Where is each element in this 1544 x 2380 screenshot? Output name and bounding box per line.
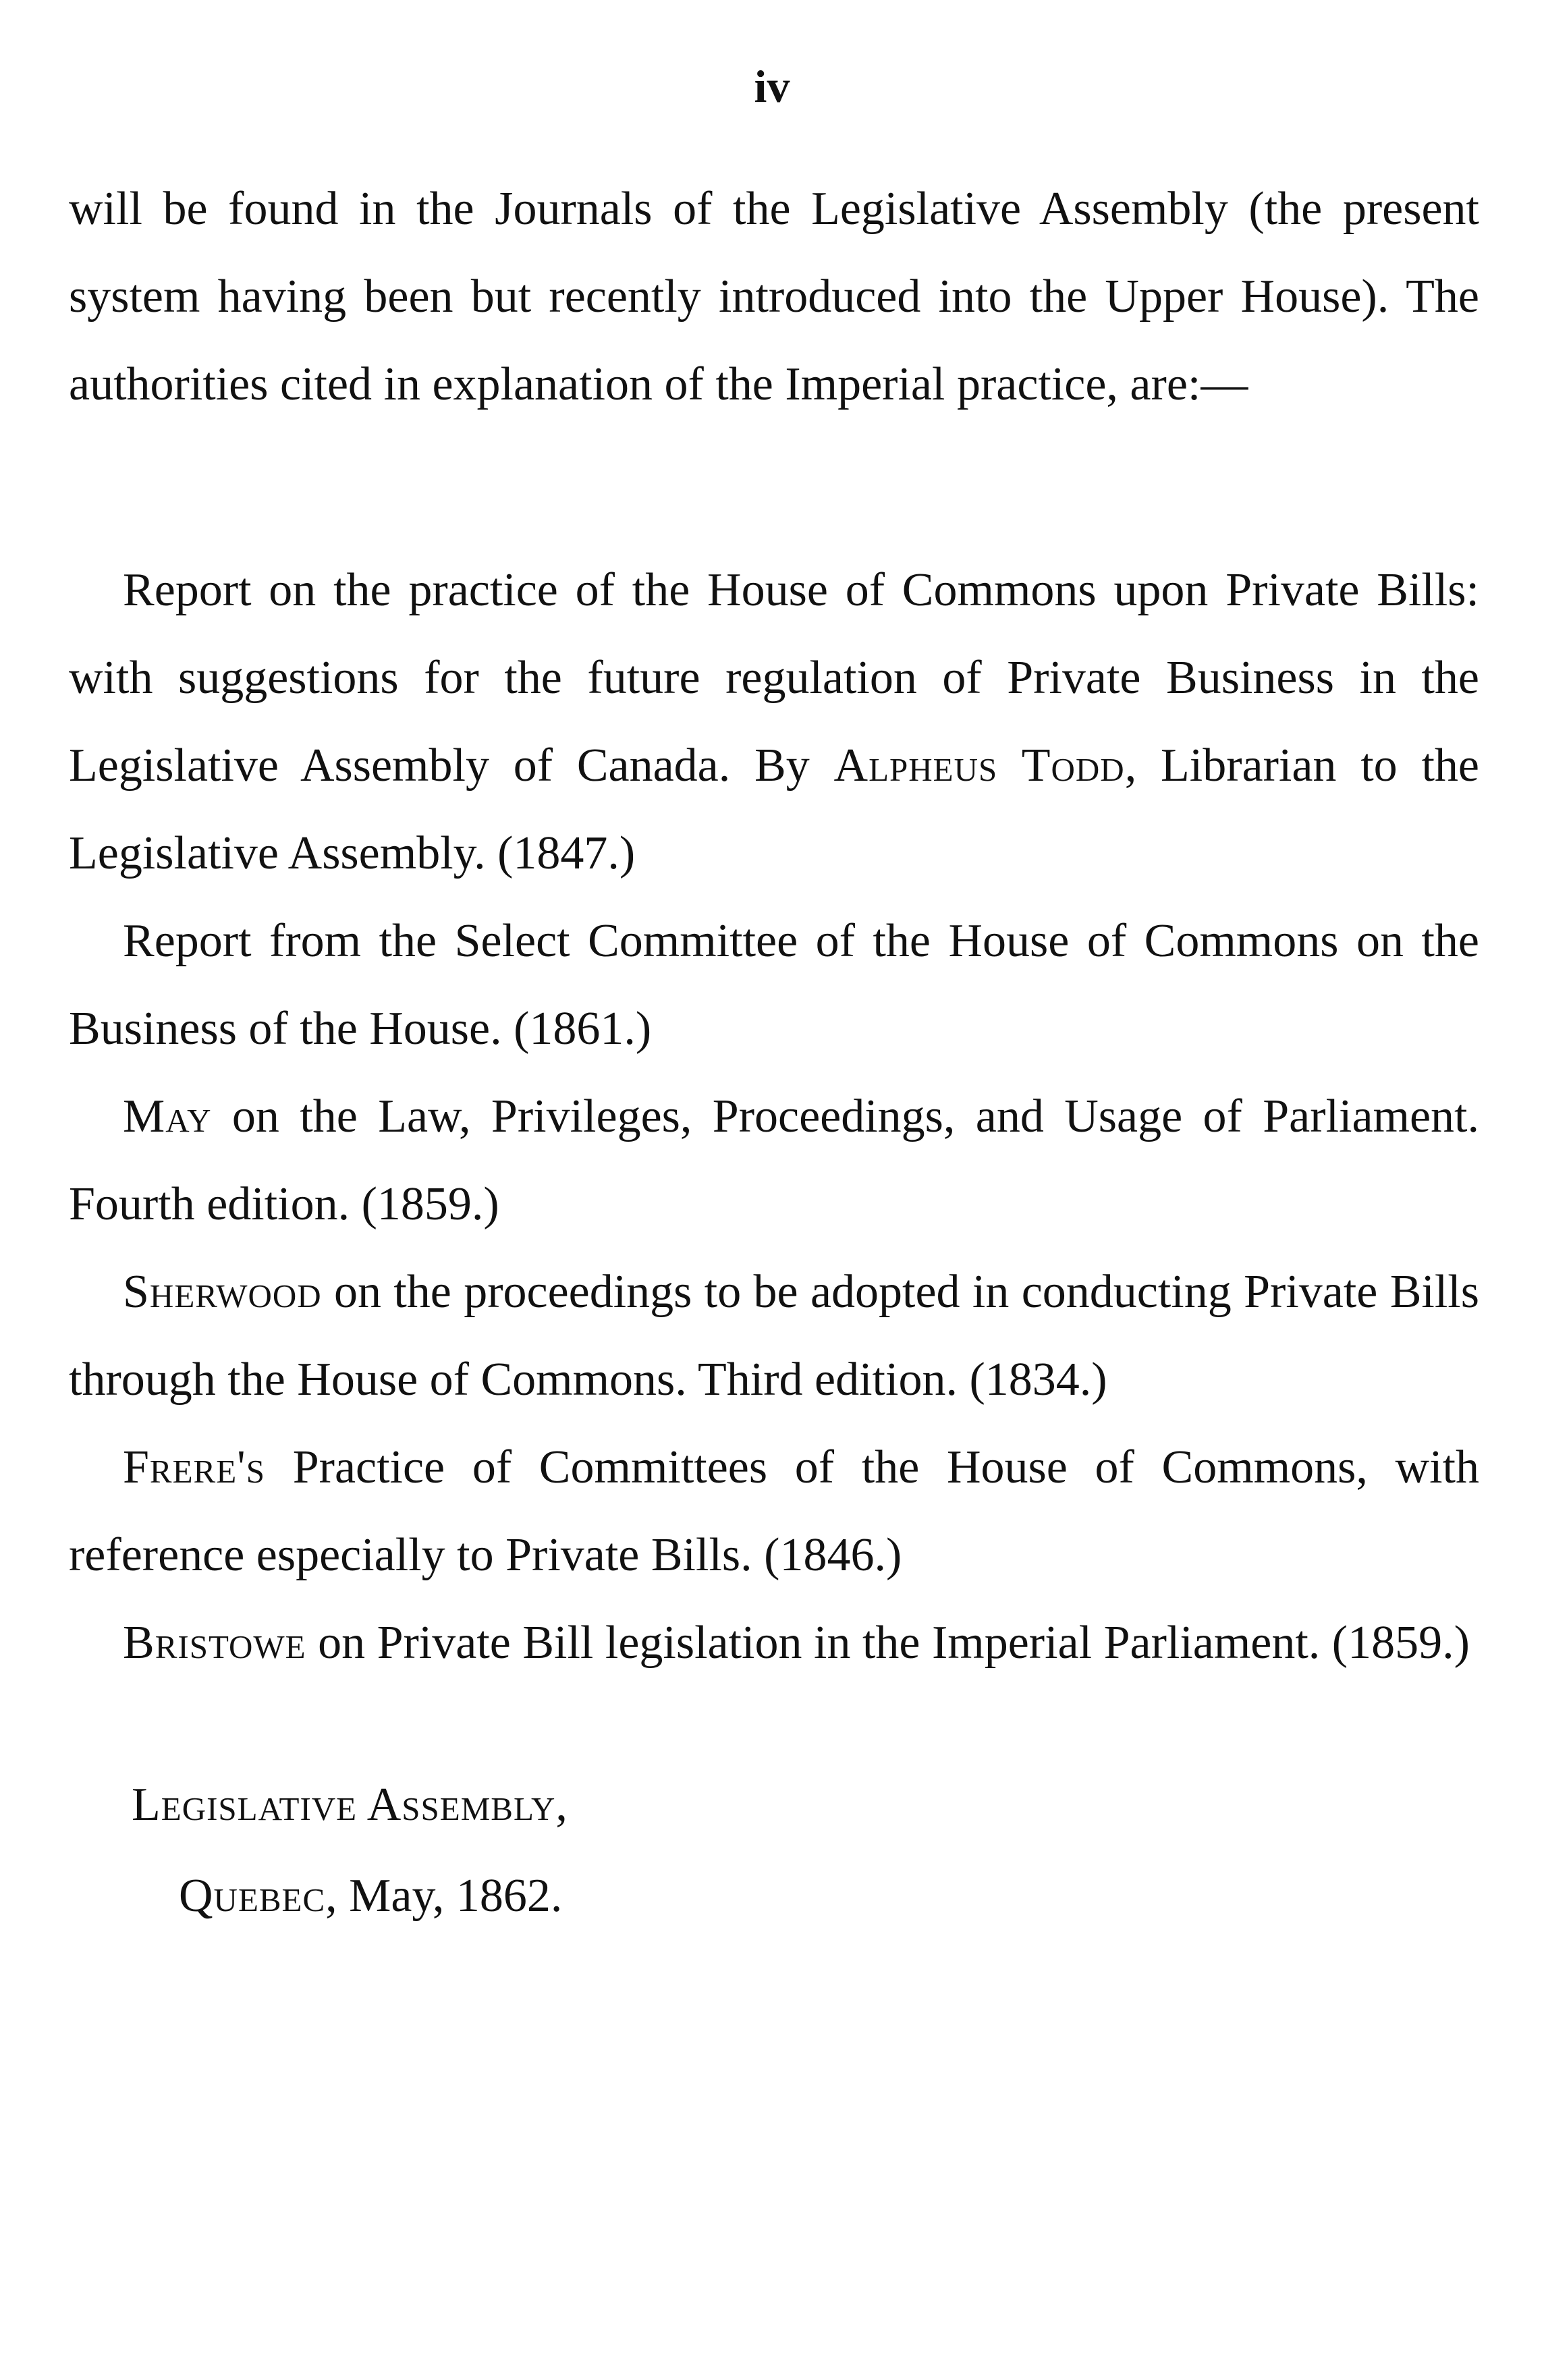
- reference-item: [69, 547, 1479, 897]
- reference-item: [69, 1599, 1479, 1687]
- reference-text: on the Law, Privileges, Proceedings, and Usage of Parliament. Fourth edition. (1859.): [69, 1090, 1479, 1230]
- reference-item: [69, 1424, 1479, 1599]
- intro-paragraph: will be found in the Journals of the Legislative Assembly (the present system having been but recently introduced into the Upper House). The authorities cited in explanation of the Imperial practice, are:—: [69, 183, 1479, 410]
- reference-item: [69, 897, 1479, 1073]
- reference-text: Report on the practice of the House of Commons upon Private Bills: with suggestions for the future regulation of Private Business in the Legislative Assembly of Canada. By: [69, 564, 1479, 792]
- reference-item: [69, 1248, 1479, 1424]
- reference-text: on Private Bill legislation in the Imperial Parliament. (1859.): [306, 1617, 1470, 1669]
- reference-text: on the proceedings to be adopted in conducting Private Bills through the House of Commons. Third edition. (1834.): [69, 1266, 1479, 1406]
- signature-line-place-date: [179, 1852, 562, 1940]
- reference-author: Frere's: [123, 1441, 266, 1493]
- reference-author: Bristowe: [123, 1617, 306, 1669]
- reference-text: Practice of Committees of the House of Commons, with reference especially to Private Bills. (1846.): [69, 1441, 1479, 1581]
- reference-item: [69, 1073, 1479, 1248]
- reference-tail: , Librarian to the Legislative Assembly. (1847.): [69, 740, 1479, 879]
- reference-author: May: [123, 1090, 212, 1142]
- reference-byline: Alpheus Todd: [833, 740, 1125, 792]
- signature-date: , May, 1862.: [325, 1870, 563, 1922]
- reference-author: Sherwood: [123, 1266, 322, 1318]
- references-list: [69, 547, 1479, 1687]
- page-number: iv: [754, 61, 790, 112]
- signature-place: Quebec: [179, 1870, 326, 1922]
- signature-line-assembly: Legislative Assembly,: [132, 1779, 568, 1831]
- reference-text: Report from the Select Committee of the House of Commons on the Business of the House. (1861.): [69, 915, 1479, 1055]
